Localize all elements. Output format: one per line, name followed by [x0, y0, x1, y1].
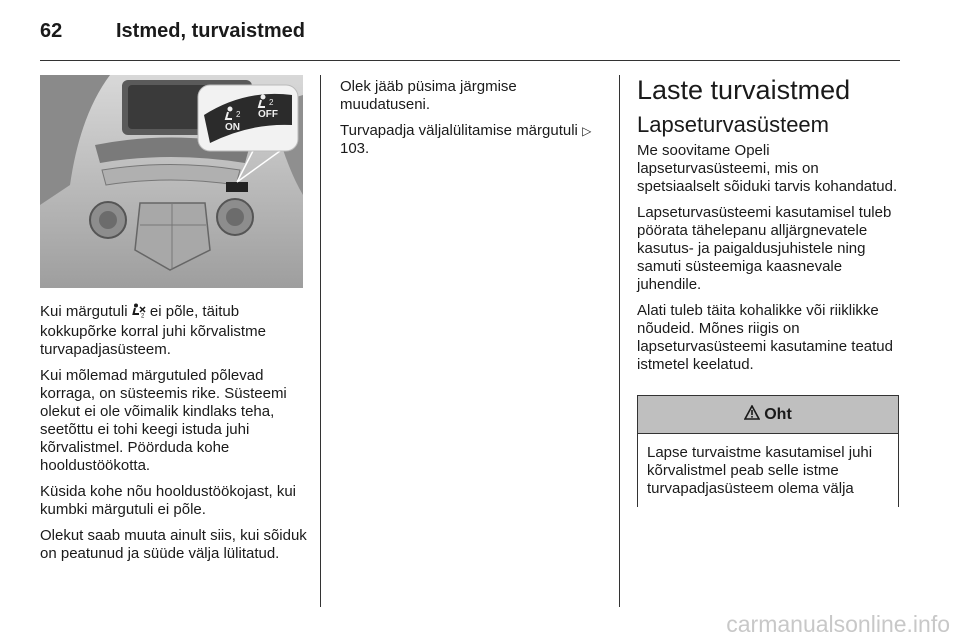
left-column: [40, 303, 310, 571]
warning-box: [637, 395, 899, 507]
section-heading: Laste turvaistmed: [637, 75, 851, 105]
warning-header: [638, 396, 898, 434]
header-divider: [40, 60, 900, 61]
right-paragraph-3: Alati tuleb täita kohalikke või riiklikke nõudeid. Mõnes riigis on lapseturvasüsteemi kasutamine teatud istmetel keelatud.: [637, 302, 893, 373]
middle-column: [340, 78, 605, 166]
left-paragraph-4: Olekut saab muuta ainult siis, kui sõiduk on peatunud ja süüde välja lülitatud.: [40, 527, 307, 562]
column-divider-1: [320, 75, 321, 607]
left-paragraph-1-start: Kui märgutuli: [40, 303, 128, 320]
middle-paragraph-2-text: Turvapadja väljalülitamise märgutuli: [340, 122, 578, 139]
off-airbag-number: 2: [269, 98, 274, 107]
svg-text:2: 2: [140, 313, 145, 318]
column-divider-2: [619, 75, 620, 607]
watermark: carmanualsonline.info: [726, 611, 950, 637]
left-paragraph-3: Küsida kohe nõu hooldustöökojast, kui kumbki märgutuli ei põle.: [40, 483, 297, 518]
page-number: 62: [40, 20, 63, 42]
section-title: Istmed, turvaistmed: [116, 20, 305, 42]
page-reference-arrow-icon: ▷: [582, 124, 592, 138]
middle-paragraph-2: [340, 122, 605, 158]
right-paragraph-1: Me soovitame Opeli lapseturvasüsteemi, mis on spetsiaalselt sõiduki tarvis kohandatud.: [637, 142, 898, 195]
on-label: ON: [225, 122, 240, 133]
page-reference-link[interactable]: 103.: [340, 140, 370, 157]
warning-title: Oht: [764, 405, 792, 423]
warning-triangle-icon: [744, 405, 760, 425]
page-header: [40, 16, 920, 50]
right-column: [637, 74, 901, 382]
airbag-off-icon: [132, 303, 146, 323]
left-paragraph-2: Kui mõlemad märgutuled põlevad korraga, on süsteemis rike. Süsteemi olekut ei ole võimalik kindlaks teha, seetõttu ei tohi keegi istuda juhi kõrvalistmel. Pöörduda kohe hooldustöökotta.: [40, 367, 287, 474]
warning-text: Lapse turvaistme kasutamisel juhi kõrvalistmel peab selle istme turvapadjasüsteem olema välja: [647, 444, 873, 497]
on-airbag-number: 2: [236, 110, 241, 119]
off-label: OFF: [258, 109, 278, 120]
dashboard-photo: [40, 75, 303, 288]
middle-paragraph-1: Olek jääb püsima järgmise muudatuseni.: [340, 78, 517, 113]
subsection-heading: Lapseturvasüsteem: [637, 112, 829, 137]
left-paragraph-1-end: ei põle, täitub kokkupõrke korral juhi kõrvalistme turvapadjasüsteem.: [40, 303, 266, 358]
right-paragraph-2: Lapseturvasüsteemi kasutamisel tuleb pöörata tähelepanu alljärgnevatele kasutus- ja paigaldusjuhistele ning samuti süsteemiga kaasnevale juhendile.: [637, 204, 892, 293]
left-paragraph-1: [40, 303, 310, 359]
